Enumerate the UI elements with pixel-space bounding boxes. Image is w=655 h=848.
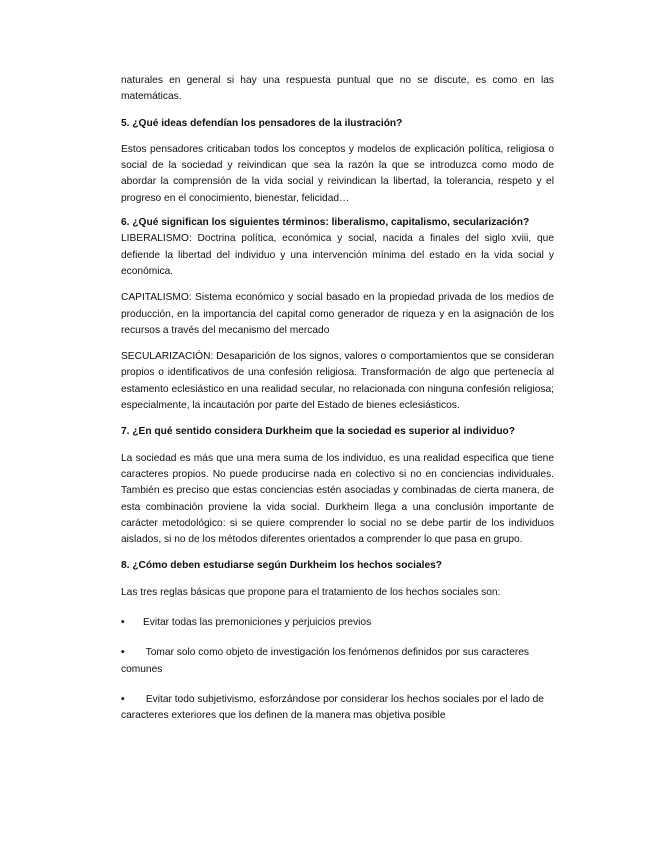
question-7-answer: La sociedad es más que una mera suma de los individuo, es una realidad especifica que tiene caracteres propios. No puede producirse nada en colectivo si no en conciencias individuales. También es preciso que estas conciencias estén asociadas y combinadas de cierta manera, de esta combinación proviene la vida social. Durkheim llega a una conclusión importante de carácter metodológico: si se quiere comprender lo social no se debe partir de los individuos aislados, si no de los métodos diferentes orientados a comprender lo que pasa en grupo. xyxy=(121,452,554,546)
rule-text: Evitar todo subjetivismo, esforzándose por considerar los hechos sociales por el lado de caracteres exteriores que los definen de la manera mas objetiva posible xyxy=(121,693,544,722)
document-body xyxy=(121,73,554,725)
bullet-icon: • xyxy=(121,647,125,659)
question-8-intro: Las tres reglas básicas que propone para el tratamiento de los hechos sociales son: xyxy=(121,586,501,598)
bullet-icon: • xyxy=(121,693,125,705)
bullet-icon: • xyxy=(121,617,125,629)
question-8-heading: 8. ¿Cómo deben estudiarse según Durkheim los hechos sociales? xyxy=(121,560,442,572)
rule-item-2 xyxy=(121,645,554,678)
rule-item-3 xyxy=(121,692,554,725)
rule-item-1 xyxy=(121,615,554,631)
intro-paragraph: naturales en general si hay una respuesta puntual que no se discute, es como en las matemáticas. xyxy=(121,75,554,103)
rule-text: Evitar todas las premoniciones y perjuicios previos xyxy=(143,617,372,629)
liberalismo-definition: LIBERALISMO: Doctrina política, económica y social, nacida a finales del siglo xviii, que defiende la libertad del individuo y una intervención mínima del estado en la vida social y económica. xyxy=(121,233,554,277)
rule-text: Tomar solo como objeto de investigación los fenómenos definidos por sus caracteres comunes xyxy=(121,647,530,675)
capitalismo-definition: CAPITALISMO: Sistema económico y social basado en la propiedad privada de los medios de producción, en la importancia del capital como generador de riqueza y en la asignación de los recursos a través del mecanismo del mercado xyxy=(121,292,554,336)
question-7-heading: 7. ¿En qué sentido considera Durkheim que la sociedad es superior al individuo? xyxy=(121,426,516,438)
secularizacion-definition: SECULARIZACIÓN: Desaparición de los signos, valores o comportamientos que se consideran propios o identificativos de una confesión religiosa. Transformación de algo que pertenecía al estamento eclesiástico en una realidad secular, no relacionada con ninguna confesión religiosa; especialmente, la incautación por parte del Estado de bienes eclesiásticos. xyxy=(121,351,554,412)
question-5-answer: Estos pensadores criticaban todos los conceptos y modelos de explicación política, religiosa o social de la sociedad y reivindican que sea la razón la que se introduzca como modo de abordar la comprensión de la vida social y reivindican la libertad, la tolerancia, respeto y el progreso en el conocimiento, bienestar, felicidad… xyxy=(121,143,554,204)
question-5-heading: 5. ¿Qué ideas defendían los pensadores de la ilustración? xyxy=(121,117,403,129)
question-6-heading: 6. ¿Qué significan los siguientes términos: liberalismo, capitalismo, secularización? xyxy=(121,217,530,229)
